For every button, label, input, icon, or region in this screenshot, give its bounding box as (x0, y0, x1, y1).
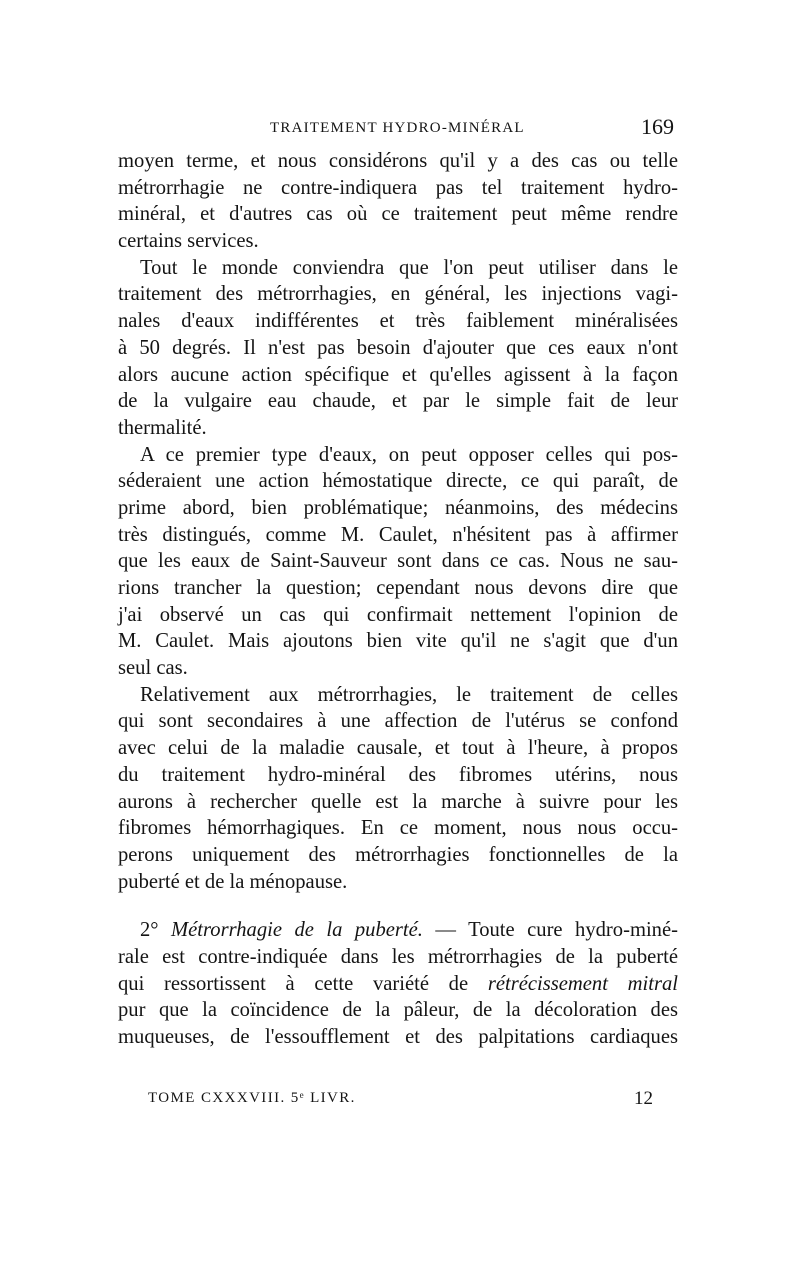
text-line: pur que la coïncidence de la pâleur, de la décoloration des (118, 999, 678, 1022)
text-line: métrorrhagie ne contre-indiquera pas tel traitement hydro- (118, 176, 678, 199)
text-line: minéral, et d'autres cas où ce traitement peut même rendre (118, 203, 678, 226)
running-head (118, 114, 678, 144)
text-line: Tout le monde conviendra que l'on peut utiliser dans le (140, 256, 678, 279)
text-line: alors aucune action spécifique et qu'elles agissent à la façon (118, 363, 678, 386)
text-line: thermalité. (118, 416, 207, 439)
running-title: TRAITEMENT HYDRO-MINÉRAL (270, 120, 525, 136)
signature-mark: TOME CXXXVIII. 5ᵉ LIVR. (148, 1090, 356, 1106)
text-fragment: qui ressortissent à cette variété de (118, 972, 469, 995)
section-heading: Métrorrhagie de la puberté. (171, 919, 423, 942)
text-line: M. Caulet. Mais ajoutons bien vite qu'il ne s'agit que d'un (118, 630, 678, 653)
text-line: seul cas. (118, 657, 188, 680)
text-line: j'ai observé un cas qui confirmait nettement l'opinion de (118, 603, 678, 626)
text-line: perons uniquement des métrorrhagies fonctionnelles de la (118, 843, 678, 866)
text-line: séderaient une action hémostatique directe, ce qui paraît, de (118, 470, 678, 493)
italic-term: rétrécissement mitral (487, 972, 678, 995)
text-line: avec celui de la maladie causale, et tout à l'heure, à propos (118, 737, 678, 760)
section-heading-rest: — Toute cure hydro-miné- (435, 919, 678, 942)
section-gap (118, 895, 678, 917)
text-line: nales d'eaux indifférentes et très faiblement minéralisées (118, 310, 678, 333)
text-line: moyen terme, et nous considérons qu'il y a des cas ou telle (118, 150, 678, 172)
text-line: A ce premier type d'eaux, on peut opposer celles qui pos- (140, 443, 678, 466)
text-line: rale est contre-indiquée dans les métrorrhagies de la puberté (118, 945, 678, 968)
section-heading-line (118, 917, 678, 944)
page-number: 169 (641, 114, 674, 139)
text-line: traitement des métrorrhagies, en général, les injections vagi- (118, 283, 678, 306)
text-line: muqueuses, de l'essoufflement et des palpitations cardiaques (118, 1026, 678, 1048)
text-line: fibromes hémorrhagiques. En ce moment, nous nous occu- (118, 817, 678, 840)
text-line: du traitement hydro-minéral des fibromes utérins, nous (118, 763, 678, 786)
text-line: aurons à rechercher quelle est la marche à suivre pour les (118, 790, 678, 813)
text-line: qui sont secondaires à une affection de l'utérus se confond (118, 710, 678, 733)
text-line: que les eaux de Saint-Sauveur sont dans ce cas. Nous ne sau- (118, 550, 678, 573)
text-line: Relativement aux métrorrhagies, le traitement de celles (140, 683, 678, 706)
text-line: très distingués, comme M. Caulet, n'hésitent pas à affirmer (118, 523, 678, 546)
body-text (118, 148, 678, 1051)
text-line (118, 971, 678, 998)
text-line: prime abord, bien problématique; néanmoins, des médecins (118, 496, 678, 519)
text-line: certains services. (118, 230, 259, 253)
text-line: de la vulgaire eau chaude, et par le simple fait de leur (118, 390, 678, 413)
footer (148, 1088, 653, 1114)
section-number: 2° (140, 919, 159, 942)
sheet-number: 12 (634, 1088, 653, 1109)
text-line: rions trancher la question; cependant nous devons dire que (118, 577, 678, 599)
text-line: puberté et de la ménopause. (118, 870, 348, 893)
text-line: à 50 degrés. Il n'est pas besoin d'ajouter que ces eaux n'ont (118, 336, 678, 359)
